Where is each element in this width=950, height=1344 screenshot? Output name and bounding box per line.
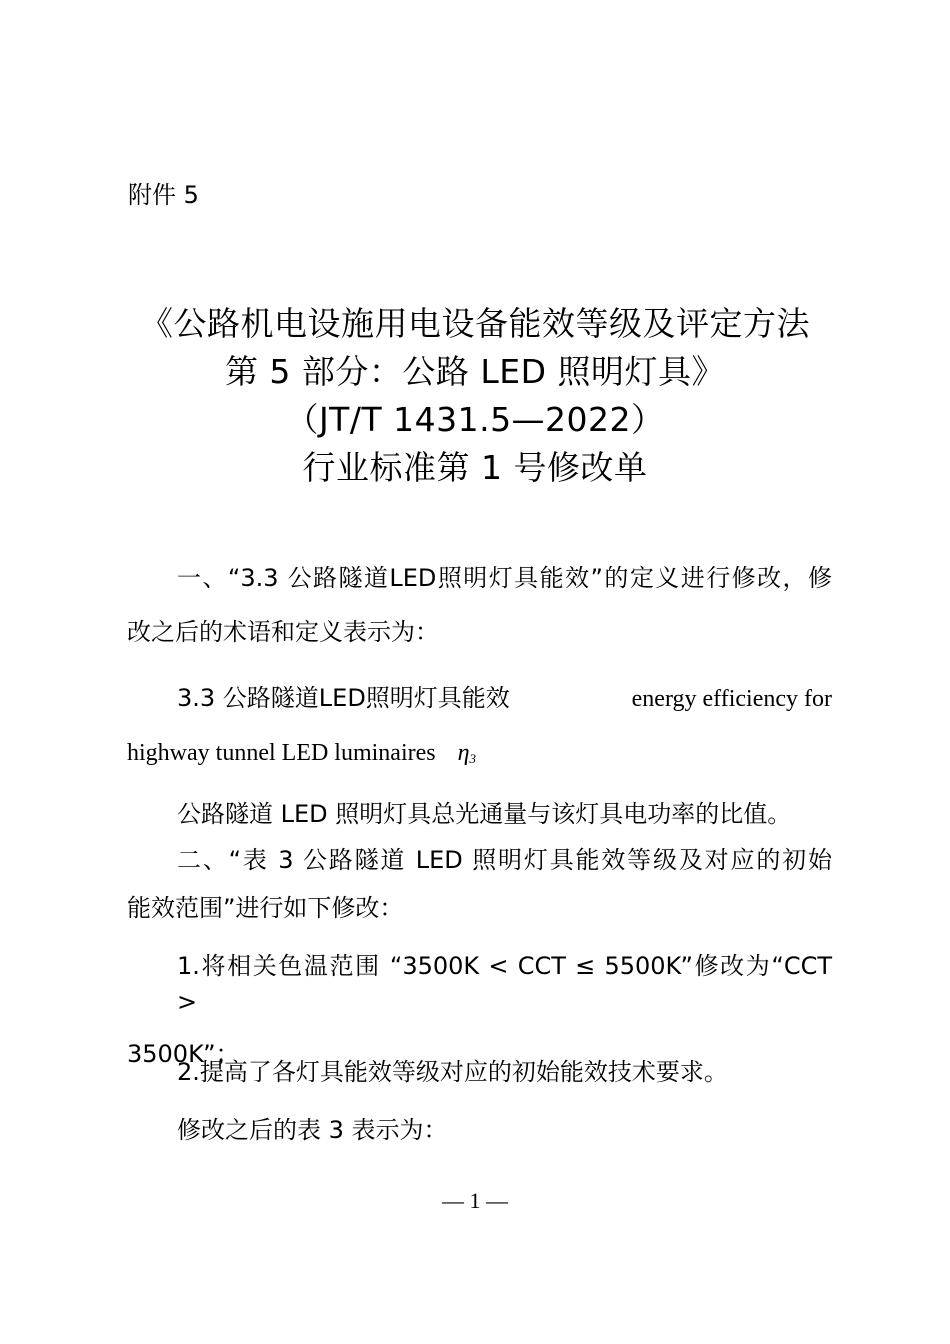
symbol-eta: η xyxy=(457,740,470,766)
efficiency-symbol xyxy=(458,740,476,766)
term-line-2 xyxy=(127,735,832,777)
section-1-paragraph xyxy=(127,560,832,650)
item-1-line-1: 1.将相关色温范围 “3500K < CCT ≤ 5500K”修改为“CCT > xyxy=(177,952,832,1016)
attachment-label: 附件 5 xyxy=(128,181,199,209)
section-1-line-2: 改之后的术语和定义表示为： xyxy=(127,618,439,646)
item-1-line-2: 3500K”； xyxy=(127,1040,240,1068)
term-english-part-2: highway tunnel LED luminaires xyxy=(127,740,436,766)
section-2-line-2: 能效范围”进行如下修改： xyxy=(127,894,404,922)
definition-text: 公路隧道 LED 照明灯具总光通量与该灯具电功率的比值。 xyxy=(177,800,792,828)
title-line-1: 《公路机电设施用电设备能效等级及评定方法 xyxy=(140,304,810,343)
term-english-part-1: energy efficiency for xyxy=(631,686,832,712)
item-2-text: 2.提高了各灯具能效等级对应的初始能效技术要求。 xyxy=(177,1058,728,1086)
item-2-paragraph xyxy=(127,1054,832,1090)
section-2-paragraph xyxy=(127,842,832,926)
term-line-1 xyxy=(127,680,832,717)
title-line-3: （JT/T 1431.5—2022） xyxy=(285,400,665,439)
term-definition-block xyxy=(127,680,832,777)
page-number: — 1 — xyxy=(442,1188,508,1213)
section-1-line-1: 一、“3.3 公路隧道LED照明灯具能效”的定义进行修改，修 xyxy=(177,564,832,592)
definition-paragraph xyxy=(127,796,832,832)
section-2-line-1: 二、“表 3 公路隧道 LED 照明灯具能效等级及对应的初始 xyxy=(177,846,832,874)
closing-paragraph xyxy=(127,1112,832,1148)
title-line-2: 第 5 部分：公路 LED 照明灯具》 xyxy=(224,352,726,391)
title-line-4: 行业标准第 1 号修改单 xyxy=(302,448,648,487)
symbol-subscript: 3 xyxy=(469,751,477,766)
term-number-and-chinese: 3.3 公路隧道LED照明灯具能效 xyxy=(177,684,510,712)
closing-text: 修改之后的表 3 表示为： xyxy=(177,1116,448,1144)
document-title xyxy=(0,300,950,492)
